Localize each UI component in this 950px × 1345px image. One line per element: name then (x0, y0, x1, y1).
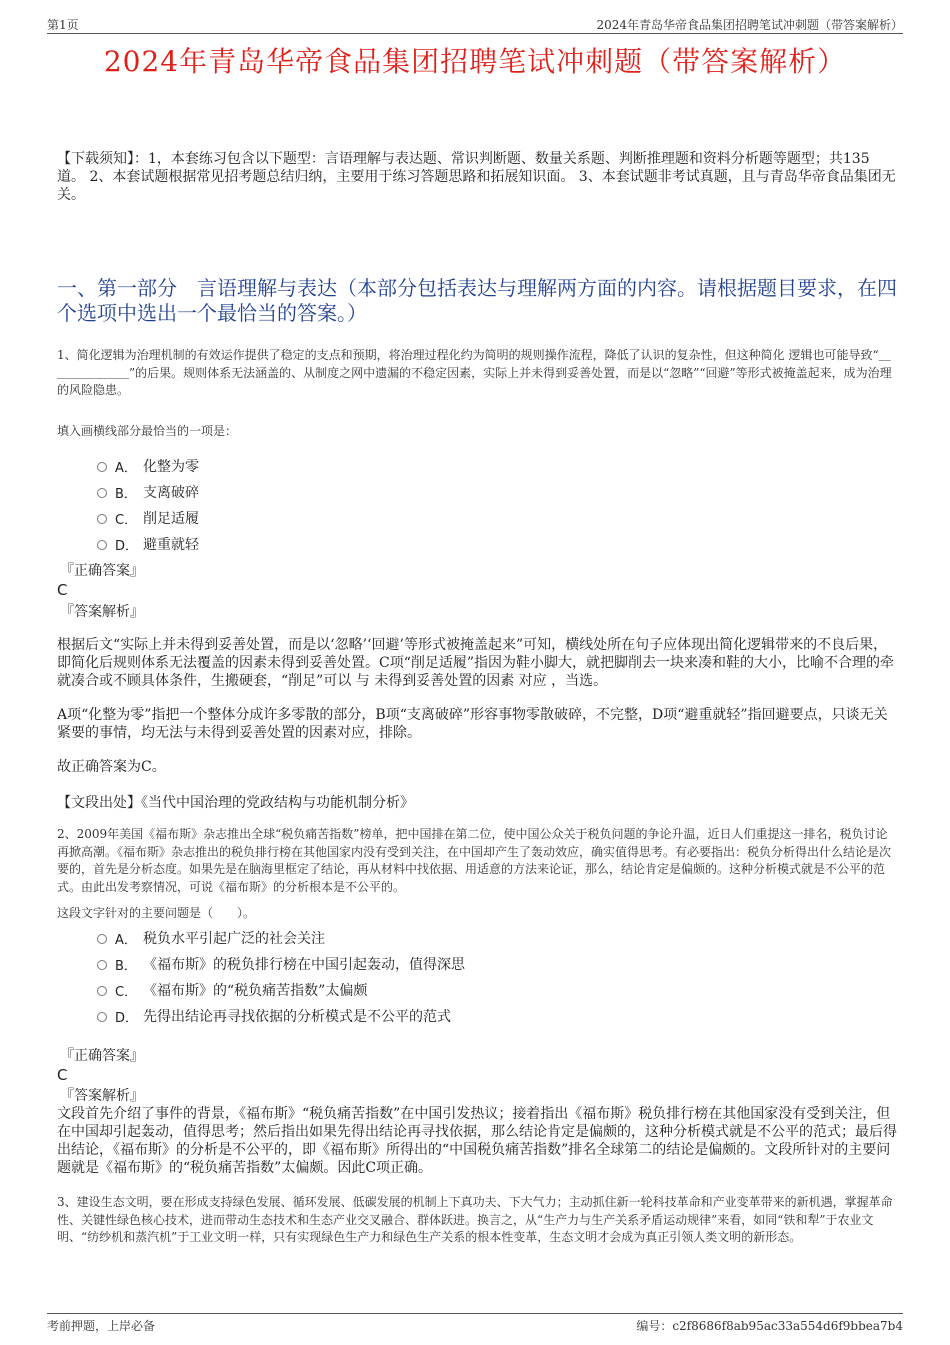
question-1-prompt: 填入画横线部分最恰当的一项是： (57, 424, 238, 438)
question-2-text: 2、2009年美国《福布斯》杂志推出全球“税负痛苦指数”榜单，把中国排在第二位，使中国公众关于税负问题的争论升温，近日人们重提这一排名，税负讨论再掀高潮。《福布斯》杂志推出的税负排行榜在其他国家内没有受到关注，在中国却产生了轰动效应，确实值得思考。有必要指出：税负分析得出什么结论是次要的，首先是分析态度。如果先是在脑海里框定了结论，再从材料中找依据、用适意的方法来论证，那么，结论肯定是偏颇的。这种分析模式就是不公平的范式。由此出发考察情况，可说《福布斯》的分析根本是不公平的。 (57, 827, 892, 894)
answer-value: C (57, 1066, 68, 1084)
option-a[interactable] (97, 925, 465, 951)
footer-slogan: 考前押题，上岸必备 (47, 1319, 156, 1333)
option-text: 《福布斯》的“税负痛苦指数”太偏颇 (143, 983, 368, 999)
option-letter: C． (115, 984, 138, 1000)
analysis-paragraph-2: A项“化整为零”指把一个整体分成许多零散的部分，B项“支离破碎”形容事物零散破碎，不完整，D项“避重就轻”指回避要点，只谈无关紧要的事情，均无法与未得到妥善处置的因素对应，排除。 (57, 707, 888, 741)
option-d[interactable] (97, 531, 199, 557)
page-footer (47, 1313, 903, 1332)
option-text: 《福布斯》的税负排行榜在中国引起轰动，值得深思 (143, 957, 465, 973)
header-doc-title: 2024年青岛华帝食品集团招聘笔试冲刺题（带答案解析） (596, 18, 903, 32)
radio-icon[interactable] (97, 1012, 107, 1022)
radio-icon[interactable] (97, 960, 107, 970)
option-text: 先得出结论再寻找依据的分析模式是不公平的范式 (143, 1009, 451, 1025)
document-title: 2024年青岛华帝食品集团招聘笔试冲刺题（带答案解析） (103, 45, 847, 78)
option-d[interactable] (97, 1003, 465, 1029)
option-a[interactable] (97, 453, 199, 479)
option-c[interactable] (97, 977, 465, 1003)
option-letter: D． (115, 538, 139, 554)
page-number: 第1页 (47, 18, 79, 32)
option-text: 避重就轻 (143, 537, 199, 553)
question-1-options (97, 453, 199, 557)
option-text: 支离破碎 (143, 485, 199, 501)
option-text: 削足适履 (143, 511, 199, 527)
option-text: 税负水平引起广泛的社会关注 (143, 931, 325, 947)
document-id: 编号：c2f8686f8ab95ac33a554d6f9bbea7b4 (636, 1319, 903, 1333)
page-header (47, 15, 903, 34)
option-letter: B． (115, 958, 137, 974)
option-letter: B． (115, 486, 137, 502)
answer-value: C (57, 581, 68, 599)
question-3-text: 3、建设生态文明，要在形成支持绿色发展、循环发展、低碳发展的机制上下真功夫、下大气力；主动抓住新一轮科技革命和产业变革带来的新机遇，掌握革命性、关键性绿色核心技术，进而带动生态技术和生态产业交叉融合、群体跃进。换言之，从“生产力与生产关系矛盾运动规律”来看，如同“铁和犁”于农业文明、“纺纱机和蒸汽机”于工业文明一样，只有实现绿色生产力和绿色生产关系的根本性变革，生态文明才会成为真正引领人类文明的新形态。 (57, 1195, 893, 1244)
question-2-options (97, 925, 465, 1029)
option-letter: A． (115, 460, 137, 476)
analysis-paragraph-1: 根据后文“实际上并未得到妥善处置，而是以‘忽略’‘回避’等形式被掩盖起来”可知，横线处所在句子应体现出简化逻辑带来的不良后果，即简化后规则体系无法覆盖的因素未得到妥善处置。C项“削足适履”指因为鞋小脚大，就把脚削去一块来凑和鞋的大小，比喻不合理的牵就凑合或不顾具体条件，生搬硬套，“削足”可以 与 未得到妥善处置的因素 对应 ，当选。 (57, 637, 895, 689)
passage-source: 【文段出处】《当代中国治理的党政结构与功能机制分析》 (57, 795, 414, 811)
analysis-paragraph: 文段首先介绍了事件的背景，《福布斯》“税负痛苦指数”在中国引发热议；接着指出《福布斯》税负排行榜在其他国家没有受到关注，但在中国却引起轰动，值得思考；然后指出如果先得出结论再寻找依据，那么结论肯定是偏颇的，这种分析模式就是不公平的范式；最后得出结论，《福布斯》的分析是不公平的，即《福布斯》所得出的“中国税负痛苦指数”排名全球第二的结论是偏颇的。文段所针对的主要问题就是《福布斯》的“税负痛苦指数”太偏颇。因此C项正确。 (57, 1106, 897, 1176)
analysis-label: 『答案解析』 (60, 604, 144, 620)
option-b[interactable] (97, 479, 199, 505)
section-heading: 一、第一部分 言语理解与表达（本部分包括表达与理解两方面的内容。请根据题目要求，在四个选项中选出一个最恰当的答案。） (57, 276, 897, 325)
radio-icon[interactable] (97, 540, 107, 550)
question-2-prompt: 这段文字针对的主要问题是（ ）。 (57, 906, 256, 920)
download-notice: 【下载须知】：1，本套练习包含以下题型：言语理解与表达题、常识判断题、数量关系题、判断推理题和资料分析题等题型；共135道。 2、本套试题根据常见招考题总结归纳，主要用于练习答题思路和拓展知识面。 3、本套试题非考试真题，且与青岛华帝食品集团无关。 (57, 151, 896, 203)
option-letter: D． (115, 1010, 139, 1026)
question-1-text: 1、简化逻辑为治理机制的有效运作提供了稳定的支点和预期，将治理过程化约为简明的规则操作流程，降低了认识的复杂性，但这种简化 逻辑也可能导致“＿＿＿＿＿＿＿”的后果。规则体系无法涵盖的、从制度之网中遗漏的不稳定因素，实际上并未得到妥善处置，而是以“忽略”“回避”等形式被掩盖起来，成为治理的风险隐患。 (57, 348, 892, 397)
radio-icon[interactable] (97, 462, 107, 472)
radio-icon[interactable] (97, 488, 107, 498)
option-c[interactable] (97, 505, 199, 531)
analysis-paragraph-3: 故正确答案为C。 (57, 759, 166, 775)
option-letter: A． (115, 932, 137, 948)
radio-icon[interactable] (97, 514, 107, 524)
radio-icon[interactable] (97, 934, 107, 944)
option-text: 化整为零 (143, 459, 199, 475)
option-b[interactable] (97, 951, 465, 977)
radio-icon[interactable] (97, 986, 107, 996)
answer-label: 『正确答案』 (60, 1048, 144, 1064)
option-letter: C． (115, 512, 138, 528)
answer-label: 『正确答案』 (60, 563, 144, 579)
analysis-label: 『答案解析』 (60, 1088, 144, 1104)
